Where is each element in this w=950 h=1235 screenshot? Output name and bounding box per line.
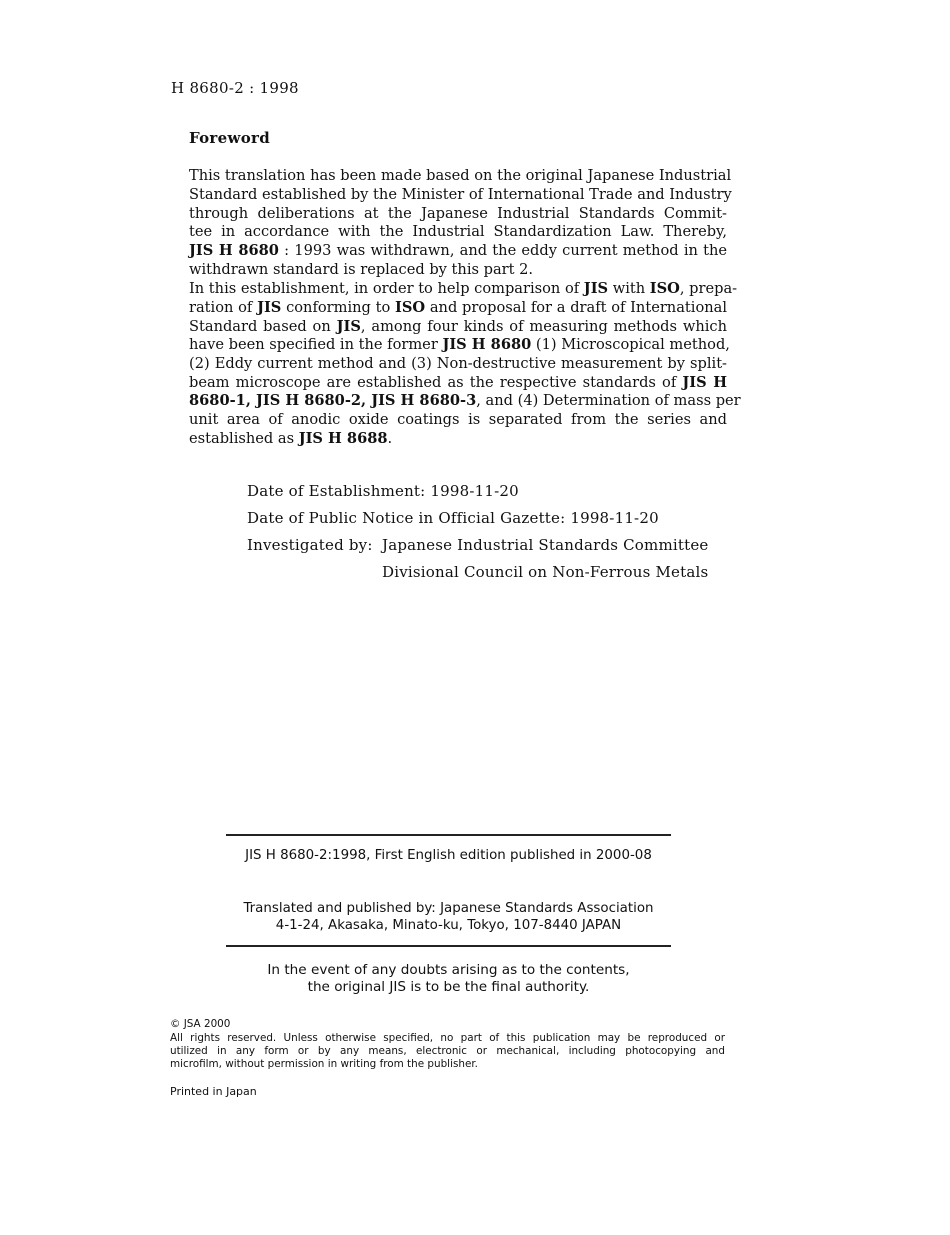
text-run: . bbox=[387, 430, 393, 447]
investigated-by-council: Divisional Council on Non-Ferrous Metals bbox=[382, 563, 709, 581]
document-id: H 8680-2 : 1998 bbox=[171, 79, 299, 97]
publisher-address: 4-1-24, Akasaka, Minato-ku, Tokyo, 107-8440 JAPAN bbox=[275, 918, 622, 933]
doubts-line-2: the original JIS is to be the final authority. bbox=[307, 979, 590, 995]
foreword-line bbox=[189, 430, 727, 448]
text-run: with bbox=[608, 280, 650, 297]
doubts-line-1: In the event of any doubts arising as to the contents, bbox=[267, 962, 630, 978]
foreword-line bbox=[189, 261, 727, 279]
edition-line: JIS H 8680-2:1998, First English edition published in 2000-08 bbox=[245, 848, 652, 863]
text-run: through deliberations at the Japanese Industrial Standards Commit- bbox=[189, 205, 727, 222]
publisher-line: Translated and published by: Japanese Standards Association bbox=[243, 901, 654, 916]
text-run: : 1993 was withdrawn, and the eddy current method in the bbox=[278, 242, 728, 259]
legal-line-3: microfilm, without permission in writing from the publisher. bbox=[170, 1058, 478, 1070]
text-run: This translation has been made based on the original Japanese Industrial bbox=[189, 167, 732, 184]
text-run: beam microscope are established as the respective standards of bbox=[189, 374, 683, 391]
text-run: ration of bbox=[189, 299, 258, 316]
text-run: and proposal for a draft of International bbox=[425, 299, 727, 316]
legal-line-2: utilized in any form or by any means, electronic or mechanical, including photocopying and bbox=[170, 1045, 725, 1057]
foreword-line bbox=[189, 186, 732, 204]
text-run: In this establishment, in order to help comparison of bbox=[189, 280, 584, 297]
top-divider bbox=[226, 834, 671, 836]
text-run: , prepa- bbox=[679, 280, 738, 297]
text-run: withdrawn standard is replaced by this part 2. bbox=[189, 261, 534, 278]
foreword-line bbox=[189, 355, 727, 373]
foreword-line bbox=[189, 223, 727, 241]
foreword-line bbox=[189, 318, 727, 336]
date-of-establishment: Date of Establishment: 1998-11-20 bbox=[247, 482, 519, 500]
foreword-title: Foreword bbox=[189, 129, 270, 147]
investigated-by-committee: Japanese Industrial Standards Committee bbox=[382, 536, 709, 554]
bold-reference: ISO bbox=[649, 280, 680, 297]
foreword-line bbox=[189, 392, 741, 410]
bold-reference: JIS H 8680 bbox=[442, 336, 532, 353]
printed-in: Printed in Japan bbox=[170, 1085, 257, 1098]
text-run: Standard based on bbox=[189, 318, 337, 335]
bold-reference: JIS H bbox=[682, 374, 728, 391]
bold-reference: JIS bbox=[583, 280, 609, 297]
text-run: (2) Eddy current method and (3) Non-destructive measurement by split- bbox=[189, 355, 727, 372]
foreword-line bbox=[189, 242, 727, 260]
foreword-line bbox=[189, 299, 727, 317]
text-run: Standard established by the Minister of International Trade and Industry bbox=[189, 186, 732, 203]
investigated-by-label: Investigated by: bbox=[247, 536, 373, 554]
text-run: unit area of anodic oxide coatings is separated from the series and bbox=[189, 411, 727, 428]
bold-reference: JIS H 8688 bbox=[298, 430, 388, 447]
text-run: have been specified in the former bbox=[189, 336, 443, 353]
bold-reference: JIS bbox=[336, 318, 361, 335]
bold-reference: 8680-1, JIS H 8680-2, JIS H 8680-3 bbox=[189, 392, 477, 409]
bold-reference: JIS bbox=[257, 299, 282, 316]
bold-reference: ISO bbox=[395, 299, 426, 316]
legal-line-1: All rights reserved. Unless otherwise specified, no part of this publication may be reproduced or bbox=[170, 1032, 725, 1044]
bottom-divider bbox=[226, 945, 671, 947]
text-run: , among four kinds of measuring methods which bbox=[360, 318, 727, 335]
foreword-line bbox=[189, 280, 738, 298]
foreword-line bbox=[189, 374, 727, 392]
foreword-line bbox=[189, 167, 732, 185]
text-run: established as bbox=[189, 430, 299, 447]
foreword-line bbox=[189, 411, 727, 429]
text-run: , and (4) Determination of mass per bbox=[476, 392, 741, 409]
date-of-public-notice: Date of Public Notice in Official Gazette: 1998-11-20 bbox=[247, 509, 659, 527]
text-run: conforming to bbox=[281, 299, 396, 316]
bold-reference: JIS H 8680 bbox=[189, 242, 279, 259]
copyright: © JSA 2000 bbox=[170, 1018, 231, 1030]
text-run: tee in accordance with the Industrial Standardization Law. Thereby, bbox=[189, 223, 727, 240]
foreword-line bbox=[189, 205, 727, 223]
foreword-line bbox=[189, 336, 730, 354]
text-run: (1) Microscopical method, bbox=[531, 336, 730, 353]
